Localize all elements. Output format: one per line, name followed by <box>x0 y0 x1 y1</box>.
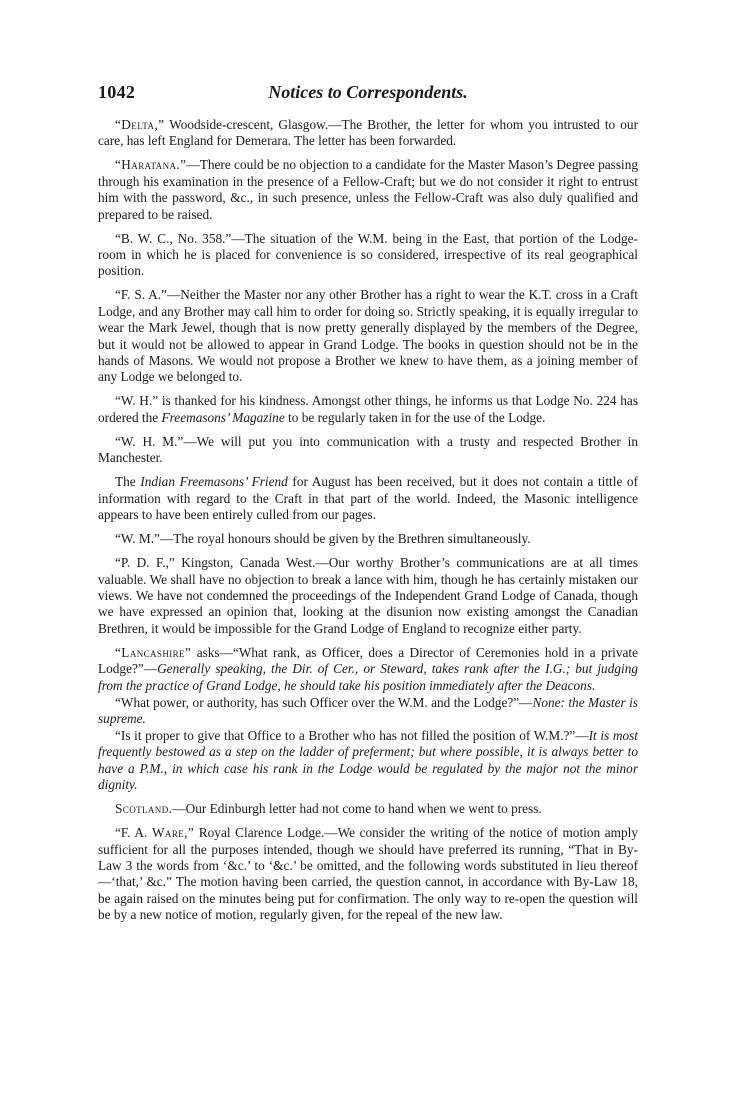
notice-lead: “Lancashire” <box>115 644 192 660</box>
notice-scotland <box>98 801 638 817</box>
notice-lancashire <box>98 645 638 694</box>
notice-italic: Indian Freemasons’ Friend <box>140 474 288 490</box>
notice-wm <box>98 531 638 547</box>
notice-text: “F. S. A.”—Neither the Master nor any other Brother has a right to wear the K.T. cross in a Craft Lodge, and any Brother may call him to order for doing so. Strictly speaking, it is equally irregular to wear the Mark Jewel, though that is now pretty generally displayed by the members of the Degree, but it would not be allowed to appear in Grand Lodge. The books in question should not be in the hands of Masons. We would not propose a Brother we knew to have them, as a joining member of any Lodge we belonged to. <box>98 287 638 385</box>
notice-text: Royal Clarence Lodge.—We consider the writing of the notice of motion amply sufficient for all the purposes intended, though we should have preferred its running, “That in By-Law 3 the words from ‘&c.’ to ‘&c.’ be omitted, and the following words substituted in lieu thereof—‘that,’ &c.” The motion having been carried, the question cannot, in accordance with By-Law 18, be again raised on the minutes being put for confirmation. The only way to re-open the question will be by a new notice of motion, regularly given, for the repeal of the new law. <box>98 825 638 923</box>
notice-italic: It is most frequently bestowed as a step on the ladder of preferment; but where possible, it is always better to have a P.M., in which case his rank in the Lodge would be regulated by the major not the minor dignity. <box>98 727 639 793</box>
notice-text: —Our Edinburgh letter had not come to hand when we went to press. <box>172 801 542 817</box>
notice-text: “W. H.” is thanked for his kindness. Amongst other things, he informs us that Lodge No. 224 has ordered the <box>98 393 638 425</box>
notice-text: “What power, or authority, has such Officer over the W.M. and the Lodge?”— <box>115 694 533 710</box>
notice-lancashire-q3 <box>98 728 638 794</box>
running-title: Notices to Correspondents. <box>268 82 468 102</box>
notice-lead: “Haratana.” <box>115 157 187 173</box>
notice-text: Woodside-crescent, Glasgow.—The Brother, the letter for whom you intrusted to our care, has left England for Demerara. The letter has been forwarded. <box>98 117 638 149</box>
page-header <box>98 82 638 108</box>
notice-text: —There could be no objection to a candidate for the Master Mason’s Degree passing through his examination in the presence of a Fellow-Craft; but we do not consider it right to entrust him with the password, &c., in such presence, unless the Fellow-Craft was also duly qualified and prepared to be raised. <box>98 157 639 222</box>
notice-haratana <box>98 157 638 223</box>
notice-text: “B. W. C., No. 358.”—The situation of the W.M. being in the East, that portion of the Lodge-room in which he is placed for convenience is so considered, irrespective of its real geographical position. <box>98 230 638 279</box>
notice-lead: Ware,” <box>151 825 195 841</box>
notice-text: for August has been received, but it does not contain a tittle of information with regard to the Craft in that part of the world. Indeed, the Masonic intelligence appears to have been entirely culled from our pages. <box>98 474 639 523</box>
notice-text: “W. M.”—The royal honours should be given by the Brethren simultaneously. <box>115 531 531 547</box>
notice-fa-ware <box>98 825 638 923</box>
notice-text: “F. A. <box>115 825 152 841</box>
notice-lead: “Delta,” <box>115 117 165 132</box>
notice-italic: Generally speaking, the Dir. of Cer., or Steward, takes rank after the I.G.; but judging from the practice of Grand Lodge, he should take his position immediately after the Deacons. <box>98 661 638 693</box>
notice-text: asks—“What rank, as Officer, does a Director of Ceremonies hold in a private Lodge?”— <box>98 644 638 677</box>
notice-lancashire-q2 <box>98 695 638 728</box>
notice-italic: Freemasons’ Magazine <box>161 409 285 425</box>
notice-text: The <box>115 474 141 490</box>
notice-text: to be regularly taken in for the use of the Lodge. <box>284 409 546 425</box>
notice-text: “Is it proper to give that Office to a Brother who has not filled the position of W.M.?”— <box>115 727 589 743</box>
notice-italic: None: the Master is supreme. <box>98 694 638 726</box>
notice-wh <box>98 393 638 426</box>
notice-text: “W. H. M.”—We will put you into communication with a trusty and respected Brother in Manchester. <box>98 433 638 466</box>
notice-indian-freemasons <box>98 474 638 523</box>
page-number: 1042 <box>98 82 136 102</box>
notice-bwc <box>98 231 638 280</box>
notice-text: “P. D. F.,” Kingston, Canada West.—Our worthy Brother’s communications are at all times valuable. We shall have no objection to break a lance with him, though he has certainly mistaken our views. We have not condemned the proceedings of the Independent Grand Lodge of Canada, though we have expressed an opinion that, looking at the disunion now existing amongst the Canadian Brethren, it would be impossible for the Grand Lodge of England to recognize either party. <box>98 555 638 636</box>
notice-delta <box>98 117 638 150</box>
notice-whm <box>98 434 638 467</box>
notices-body <box>98 117 638 931</box>
notice-fsa <box>98 287 638 385</box>
notice-lead: Scotland. <box>115 801 173 817</box>
notice-pdf <box>98 555 638 637</box>
